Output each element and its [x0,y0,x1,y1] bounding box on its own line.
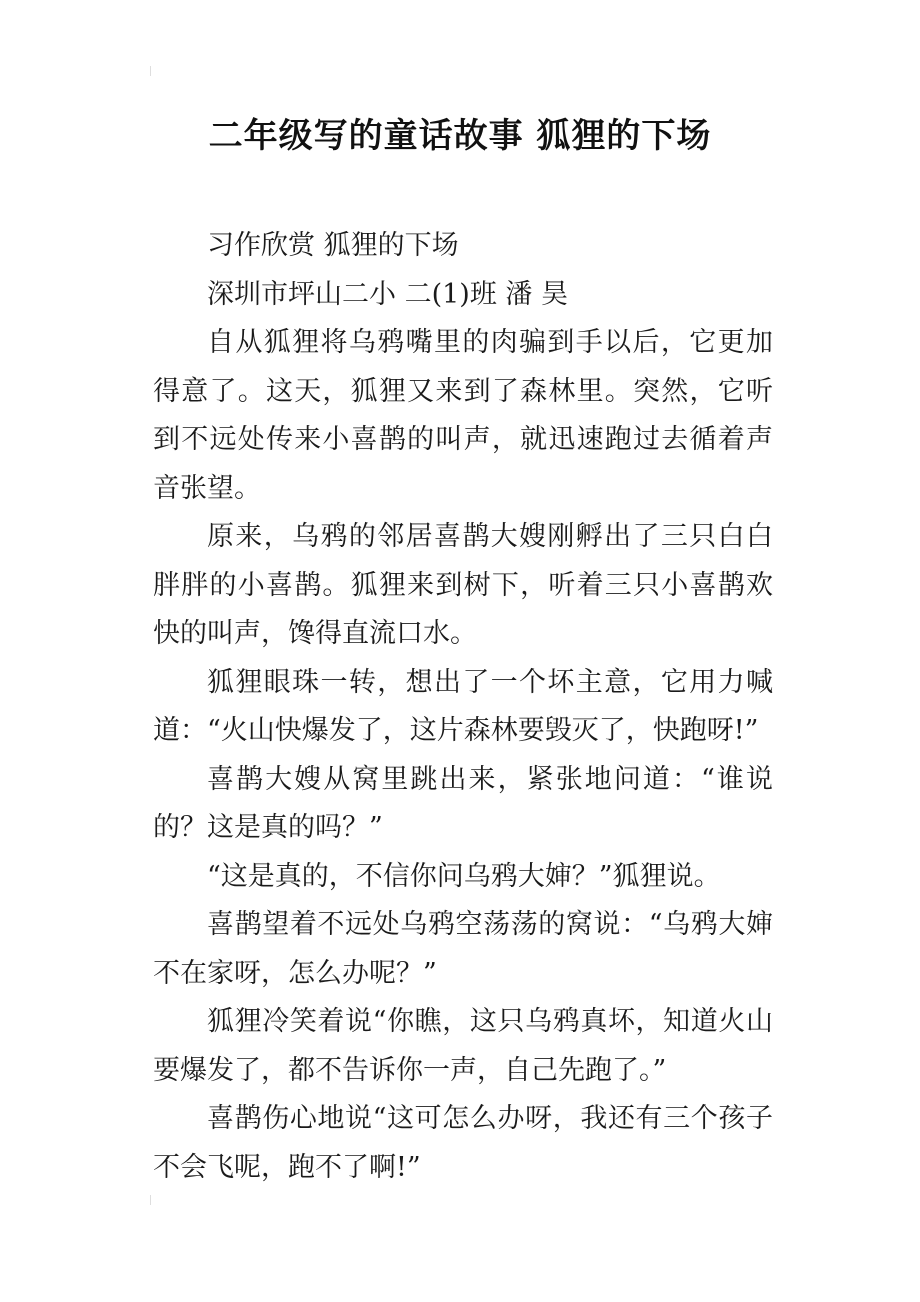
paragraph: 自从狐狸将乌鸦嘴里的肉骗到手以后，它更加得意了。这天，狐狸又来到了森林里。突然，它听到不远处传来小喜鹊的叫声，就迅速跑过去循着声音张望。 [153,327,773,504]
document-body [153,222,773,1192]
paragraph: 喜鹊伤心地说“这可怎么办呀，我还有三个孩子不会飞呢，跑不了啊!” [153,1103,773,1183]
page-corner-mark [150,1195,159,1205]
paragraph: “这是真的，不信你问乌鸦大婶？”狐狸说。 [207,860,721,892]
page-corner-mark [150,66,159,76]
document-title: 二年级写的童话故事 狐狸的下场 [208,116,712,156]
paragraph: 深圳市坪山二小 二(1)班 潘 昊 [207,278,568,310]
paragraph: 狐狸眼珠一转，想出了一个坏主意，它用力喊道：“火山快爆发了，这片森林要毁灭了，快跑呀!” [153,666,773,746]
paragraph: 喜鹊大嫂从窝里跳出来，紧张地问道：“谁说的？这是真的吗？” [153,763,773,843]
paragraph: 喜鹊望着不远处乌鸦空荡荡的窝说：“乌鸦大婶不在家呀，怎么办呢？” [153,909,773,989]
paragraph: 狐狸冷笑着说“你瞧，这只乌鸦真坏，知道火山要爆发了，都不告诉你一声，自己先跑了。” [153,1006,773,1086]
paragraph: 原来，乌鸦的邻居喜鹊大嫂刚孵出了三只白白胖胖的小喜鹊。狐狸来到树下，听着三只小喜鹊欢快的叫声，馋得直流口水。 [153,521,773,649]
paragraph: 习作欣赏 狐狸的下场 [207,230,459,261]
